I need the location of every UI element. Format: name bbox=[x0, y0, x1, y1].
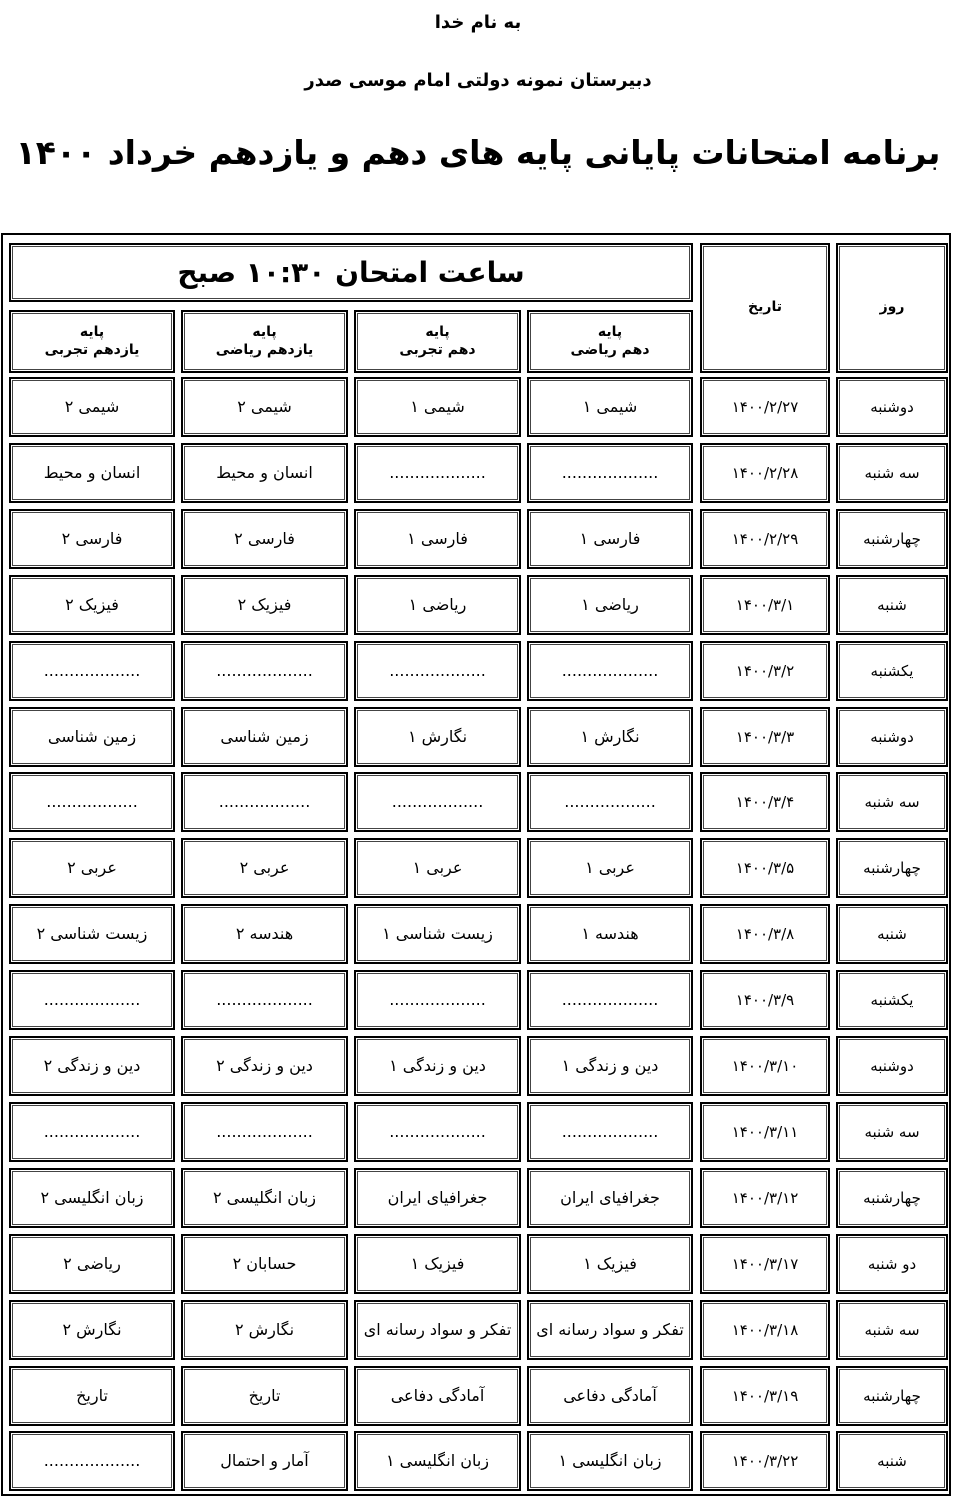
subject-11-exp: دین و زندگی ۲ bbox=[9, 1036, 175, 1096]
date-cell: ۱۴۰۰/۳/۳ bbox=[700, 707, 830, 767]
subject-10-math: عربی ۱ bbox=[527, 838, 693, 898]
subject-11-math: .................. bbox=[181, 772, 348, 832]
date-cell: ۱۴۰۰/۳/۲۲ bbox=[700, 1431, 830, 1491]
subject-10-exp: تفکر و سواد رسانه ای bbox=[354, 1300, 521, 1360]
subject-11-exp: زمین شناسی bbox=[9, 707, 175, 767]
subject-10-math: زبان انگلیسی ۱ bbox=[527, 1431, 693, 1491]
day-cell: شنبه bbox=[836, 904, 948, 964]
subject-10-math: دین و زندگی ۱ bbox=[527, 1036, 693, 1096]
date-cell: ۱۴۰۰/۳/۱۹ bbox=[700, 1366, 830, 1426]
subject-10-math: ................... bbox=[527, 443, 693, 503]
day-cell: یکشنبه bbox=[836, 641, 948, 701]
col-header-day bbox=[836, 243, 948, 373]
subject-11-math: آمار و احتمال bbox=[181, 1431, 348, 1491]
day-cell: شنبه bbox=[836, 575, 948, 635]
subject-10-exp: ................... bbox=[354, 641, 521, 701]
subject-10-exp: دین و زندگی ۱ bbox=[354, 1036, 521, 1096]
date-cell: ۱۴۰۰/۳/۱ bbox=[700, 575, 830, 635]
date-cell: ۱۴۰۰/۳/۱۷ bbox=[700, 1234, 830, 1294]
subject-11-math: عربی ۲ bbox=[181, 838, 348, 898]
subject-10-math: ................... bbox=[527, 641, 693, 701]
subject-11-math: تاریخ bbox=[181, 1366, 348, 1426]
subject-11-exp: عربی ۲ bbox=[9, 838, 175, 898]
subject-11-math: نگارش ۲ bbox=[181, 1300, 348, 1360]
subject-10-math: جغرافیای ایران bbox=[527, 1168, 693, 1228]
subject-11-math: ................... bbox=[181, 1102, 348, 1162]
subject-11-exp: فارسی ۲ bbox=[9, 509, 175, 569]
day-cell: شنبه bbox=[836, 1431, 948, 1491]
subject-10-exp: ریاضی ۱ bbox=[354, 575, 521, 635]
col-header-10-exp bbox=[354, 310, 521, 373]
day-cell: سه شنبه bbox=[836, 772, 948, 832]
subject-11-exp: زیست شناسی ۲ bbox=[9, 904, 175, 964]
subject-10-math: .................. bbox=[527, 772, 693, 832]
subject-10-exp: زیست شناسی ۱ bbox=[354, 904, 521, 964]
col-header-11-math bbox=[181, 310, 348, 373]
grade-label: پایه bbox=[79, 324, 105, 340]
date-cell: ۱۴۰۰/۳/۱۲ bbox=[700, 1168, 830, 1228]
grade-label: پایه bbox=[597, 324, 623, 340]
subject-11-exp: .................. bbox=[9, 772, 175, 832]
subject-10-exp: نگارش ۱ bbox=[354, 707, 521, 767]
subject-11-math: ................... bbox=[181, 641, 348, 701]
subject-11-math: شیمی ۲ bbox=[181, 377, 348, 437]
day-cell: دوشنبه bbox=[836, 1036, 948, 1096]
date-cell: ۱۴۰۰/۳/۱۰ bbox=[700, 1036, 830, 1096]
subject-10-math: نگارش ۱ bbox=[527, 707, 693, 767]
subject-10-exp: جغرافیای ایران bbox=[354, 1168, 521, 1228]
subject-10-exp: .................. bbox=[354, 772, 521, 832]
grade-label: پایه bbox=[252, 324, 277, 340]
page-title: برنامه امتحانات پایانی پایه های دهم و یازدهم خرداد ۱۴۰۰ bbox=[15, 133, 941, 172]
day-cell: چهارشنبه bbox=[836, 1168, 948, 1228]
subject-10-math: فیزیک ۱ bbox=[527, 1234, 693, 1294]
day-cell: سه شنبه bbox=[836, 443, 948, 503]
col-header-date bbox=[700, 243, 830, 373]
bismillah-heading: به نام خدا bbox=[434, 12, 522, 33]
subject-11-exp: ................... bbox=[9, 970, 175, 1030]
subject-11-math: فیزیک ۲ bbox=[181, 575, 348, 635]
date-cell: ۱۴۰۰/۳/۱۸ bbox=[700, 1300, 830, 1360]
grade-name: دهم ریاضی bbox=[570, 341, 650, 358]
subject-11-exp: فیزیک ۲ bbox=[9, 575, 175, 635]
subject-10-exp: آمادگی دفاعی bbox=[354, 1366, 521, 1426]
subject-11-exp: ................... bbox=[9, 1431, 175, 1491]
date-cell: ۱۴۰۰/۲/۲۹ bbox=[700, 509, 830, 569]
subject-11-math: فارسی ۲ bbox=[181, 509, 348, 569]
subject-11-exp: انسان و محیط bbox=[9, 443, 175, 503]
day-cell: چهارشنبه bbox=[836, 1366, 948, 1426]
exam-time-banner: ساعت امتحان ۱۰:۳۰ صبح bbox=[9, 243, 693, 302]
date-cell: ۱۴۰۰/۳/۱۱ bbox=[700, 1102, 830, 1162]
date-cell: ۱۴۰۰/۳/۸ bbox=[700, 904, 830, 964]
col-header-11-exp bbox=[9, 310, 175, 373]
day-cell: سه شنبه bbox=[836, 1300, 948, 1360]
grade-name: دهم تجربی bbox=[399, 341, 476, 358]
subject-10-math: ریاضی ۱ bbox=[527, 575, 693, 635]
day-cell: سه شنبه bbox=[836, 1102, 948, 1162]
grade-label: پایه bbox=[425, 324, 450, 340]
subject-10-exp: فیزیک ۱ bbox=[354, 1234, 521, 1294]
day-cell: یکشنبه bbox=[836, 970, 948, 1030]
subject-10-math: تفکر و سواد رسانه ای bbox=[527, 1300, 693, 1360]
subject-10-exp: شیمی ۱ bbox=[354, 377, 521, 437]
subject-11-exp: تاریخ bbox=[9, 1366, 175, 1426]
subject-10-math: ................... bbox=[527, 1102, 693, 1162]
subject-11-exp: ریاضی ۲ bbox=[9, 1234, 175, 1294]
day-cell: دو شنبه bbox=[836, 1234, 948, 1294]
col-header-day-label: روز bbox=[879, 299, 905, 316]
subject-10-exp: زبان انگلیسی ۱ bbox=[354, 1431, 521, 1491]
col-header-10-math bbox=[527, 310, 693, 373]
subject-10-exp: ................... bbox=[354, 970, 521, 1030]
subject-10-math: شیمی ۱ bbox=[527, 377, 693, 437]
subject-10-math: ................... bbox=[527, 970, 693, 1030]
col-header-date-label: تاریخ bbox=[748, 299, 782, 316]
date-cell: ۱۴۰۰/۲/۲۸ bbox=[700, 443, 830, 503]
subject-11-exp: شیمی ۲ bbox=[9, 377, 175, 437]
grade-name: یازدهم ریاضی bbox=[215, 341, 314, 358]
date-cell: ۱۴۰۰/۳/۲ bbox=[700, 641, 830, 701]
subject-11-math: هندسه ۲ bbox=[181, 904, 348, 964]
subject-11-exp: زبان انگلیسی ۲ bbox=[9, 1168, 175, 1228]
day-cell: دوشنبه bbox=[836, 377, 948, 437]
grade-name: یازدهم تجربی bbox=[44, 341, 140, 358]
subject-10-math: آمادگی دفاعی bbox=[527, 1366, 693, 1426]
subject-11-math: ................... bbox=[181, 970, 348, 1030]
subject-10-math: هندسه ۱ bbox=[527, 904, 693, 964]
subject-11-exp: نگارش ۲ bbox=[9, 1300, 175, 1360]
date-cell: ۱۴۰۰/۳/۴ bbox=[700, 772, 830, 832]
subject-11-math: حسابان ۲ bbox=[181, 1234, 348, 1294]
date-cell: ۱۴۰۰/۳/۵ bbox=[700, 838, 830, 898]
subject-11-math: زمین شناسی bbox=[181, 707, 348, 767]
subject-11-exp: ................... bbox=[9, 641, 175, 701]
subject-11-math: دین و زندگی ۲ bbox=[181, 1036, 348, 1096]
subject-10-exp: عربی ۱ bbox=[354, 838, 521, 898]
subject-10-exp: فارسی ۱ bbox=[354, 509, 521, 569]
subject-11-math: زبان انگلیسی ۲ bbox=[181, 1168, 348, 1228]
subject-10-exp: ................... bbox=[354, 443, 521, 503]
day-cell: چهارشنبه bbox=[836, 509, 948, 569]
day-cell: چهارشنبه bbox=[836, 838, 948, 898]
subject-11-math: انسان و محیط bbox=[181, 443, 348, 503]
subject-11-exp: ................... bbox=[9, 1102, 175, 1162]
date-cell: ۱۴۰۰/۳/۹ bbox=[700, 970, 830, 1030]
day-cell: دوشنبه bbox=[836, 707, 948, 767]
subject-10-exp: ................... bbox=[354, 1102, 521, 1162]
school-name: دبیرستان نمونه دولتی امام موسی صدر bbox=[304, 70, 652, 91]
subject-10-math: فارسی ۱ bbox=[527, 509, 693, 569]
date-cell: ۱۴۰۰/۲/۲۷ bbox=[700, 377, 830, 437]
